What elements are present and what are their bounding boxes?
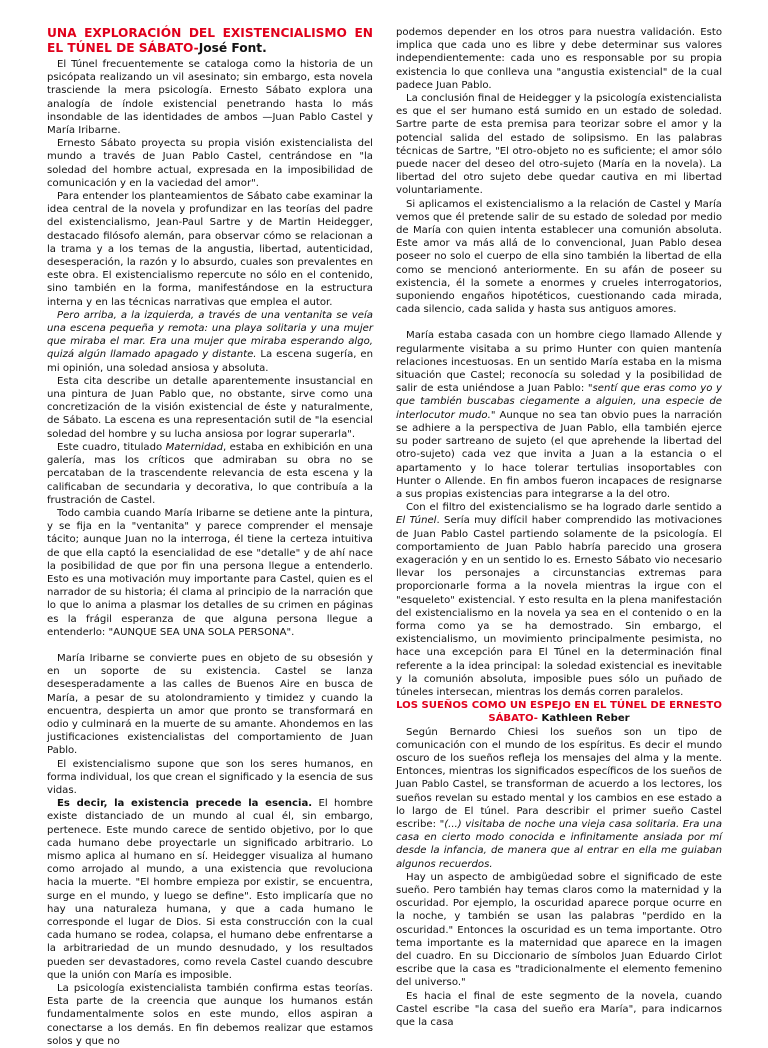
- paragraph-text: El existencialismo supone que son los seres humanos, en forma individual, los que crean el significado y la esencia de sus vidas.: [47, 758, 373, 796]
- second-article-title-text: LOS SUEÑOS COMO UN ESPEJO EN EL TÚNEL DE ERNESTO SÁBATO-: [396, 700, 722, 725]
- paragraph: [47, 190, 373, 309]
- paragraph-text: Hay un aspecto de ambigüedad sobre el significado de este sueño. Pero también hay temas claros como la maternidad y la oscuridad. Por ejemplo, la oscuridad aparece porque ocurre en la noche, y también se usan las palabras "perdido en la oscuridad." Entonces la oscuridad es un tema importante. Otro tema importante es la maternidad que aparece en la imagen del cuadro. En su Diccionario de símbolos Juan Eduardo Cirlot escribe que la casa es "tradicionalmente el elemento femenino del universo.": [396, 871, 722, 989]
- paragraph: [47, 982, 373, 1048]
- paragraph: [47, 309, 373, 375]
- paragraph: [396, 329, 722, 501]
- right-paragraphs: [396, 26, 722, 699]
- bold-phrase: Es decir, la existencia precede la esencia.: [57, 798, 313, 810]
- second-article-paragraphs: [396, 726, 722, 1030]
- second-article-title: [396, 699, 722, 725]
- paragraph-text: El Túnel frecuentemente se cataloga como la historia de un psicópata realizando un vil asesinato; sin embargo, esta novela trasciende la mera psicología. Ernesto Sábato explora una analogía de índole existencial penetrando hasta lo más insondable de las identidades de ambos —Juan Pablo Castel y María Iribarne.: [47, 59, 373, 137]
- left-paragraphs: [47, 58, 373, 1048]
- paragraph: [396, 871, 722, 990]
- paragraph: [47, 441, 373, 507]
- paragraph-text: Si aplicamos el existencialismo a la relación de Castel y María vemos que él pretende salir de su estado de soledad por medio de María con quien intenta establecer una comunión absoluta. Este amor va más allá de lo convencional, Juan Pablo desea poseer no solo el cuerpo de ella sino también la libertad de ella como se mencionó anteriormente. En su afán de poseer su existencia, él la somete a enormes y crueles interrogatorios, suponiendo engaños hipotéticos, cuestionando cada mirada, cada silencio, cada salida y hasta sus antiguos amores.: [396, 198, 722, 316]
- quotation: Maternidad: [165, 441, 223, 453]
- paragraph: [396, 726, 722, 871]
- paragraph-text: Según Bernardo Chiesi los sueños son un tipo de comunicación con el mundo de los espíritus. Es decir el mundo oscuro de los sueños refleja los mensajes del alma y la mente. Entonces, mientras los significados específicos de los sueños de Juan Pablo Castel, se transforman de acuerdo a los lectores, los sueños revelan su estado mental y los cambios en ese estado a lo largo de El túnel. Para describir el primer sueño Castel escribe:: [396, 726, 722, 830]
- paragraph: [396, 501, 722, 699]
- paragraph-text: Para entender los planteamientos de Sábato cabe examinar la idea central de la novela y profundizar en las teorías del padre del existencialismo, Jean-Paul Sartre y de Martin Heidegger, destacado filósofo alemán, para observar cómo se relacionan a la trama y a los temas de la angustia, libertad, autenticidad, desesperación, la razón y lo absurdo, cuales son prevalentes en este obra. El existencialismo repercute no sólo en el contenido, sino también en la forma, manifestándose en la estructura interna y en las técnicas narrativas que emplea el autor.: [47, 191, 373, 308]
- paragraph: [396, 990, 722, 1030]
- quotation: El Túnel: [396, 515, 437, 527]
- paragraph-text: La psicología existencialista también confirma estas teorías. Esta parte de la creencia que aunque los humanos están fundamentalmente solos en este mundo, ellos aspiran a conectarse a los demás. En fin debemos realizar que estamos solos y que no: [47, 983, 373, 1047]
- quotation: "sentí que eras como yo y que también buscabas ciegamente a alguien, una especie de interlocutor mudo.: [396, 383, 722, 421]
- paragraph: [47, 58, 373, 137]
- second-article-author: Kathleen Reber: [537, 713, 630, 725]
- paragraph-text: podemos depender en los otros para nuestra validación. Esto implica que cada uno es libre y debe determinar sus valores independientemente: cada uno es responsable por su propia existencia lo que conlleva una "angustia existencial" de la cual padece Juan Pablo.: [396, 27, 722, 91]
- left-column: [47, 26, 373, 1048]
- article-title: [47, 26, 373, 55]
- quotation: "(...) visitaba de noche una vieja casa solitaria. Era una casa en cierto modo conocida e infinitamente ansiada por mí desde la infancia, de manera que al entrar en ella me guiaban algunos recuerdos.: [396, 818, 723, 870]
- paragraph-text: Ernesto Sábato proyecta su propia visión existencialista del mundo a través de Juan Pablo Castel, centrándose en "la soledad del hombre actual, expresada en la imposibilidad de comunicación y en la vaciedad del amor".: [47, 138, 373, 189]
- paragraph: [47, 797, 373, 982]
- paragraph-text: Todo cambia cuando María Iribarne se detiene ante la pintura, y se fija en la "ventanita" y parece comprender el mensaje tácito; aunque Juan no la interroga, él tiene la certeza intuitiva de que ella captó la esencialidad de ese "detalle" y de ahí nace la posibilidad de que por fin una persona llegue a entenderlo. Esto es una motivación muy importante para Castel, quien es el narrador de su historia; él clama al principio de la narración que lo que lo anima a plasmar los detalles de su crimen en páginas es la frágil esperanza de que alguna persona llegue a entenderlo: "AUNQUE SEA UNA SOLA PERSONA".: [47, 507, 373, 638]
- paragraph-text: La conclusión final de Heidegger y la psicología existencialista es que el ser humano está sumido en un estado de soledad. Sartre parte de esta premisa para teorizar sobre el amor y la potencial salida del estado de solipsismo. En las palabras técnicas de Sartre, "El otro-objeto no es suficiente; el amor sólo puede nacer del deseo del otro-sujeto (María en la novela). La libertad del otro sujeto debe quedar cautiva en mi libertad voluntariamente.: [396, 93, 722, 197]
- paragraph-text: Con el filtro del existencialismo se ha logrado darle sentido a: [406, 502, 722, 514]
- paragraph: [396, 26, 722, 92]
- paragraph: [396, 198, 722, 317]
- paragraph-text: María Iribarne se convierte pues en objeto de su obsesión y en un soporte de su existencia. Castel se lanza desesperadamente a las calles de Buenos Aire en busca de María, a pesar de su atolondramiento y timidez y cuando la encuentra, despierta un amor que pronto se transformará en odio y culminará en la muerte de su amante. Ahondemos en las justificaciones existencialistas del comportamiento de Juan Pablo.: [47, 652, 373, 757]
- paragraph-text: . Sería muy difícil haber comprendido las motivaciones de Juan Pablo Castel partiendo solamente de la psicología. El comportamiento de Juan Pablo habría parecido una grosera exageración y en un sentido lo es. Ernesto Sábato vio necesario llevar los personajes a circunstancias extremas para proporcionarle forma a la novela mientras la irgue con el "esqueleto" existencial. Y esto resulta en la plena manifestación del existencialismo en la novela ya sea en el contenido o en la forma como ya se ha demostrado. Sin embargo, el existencialismo, un movimiento principalmente pesimista, no hace una excepción para El Túnel en la determinación final referente a la idea principal: la soledad existencial es inevitable y la comunión absoluta, imposible pues sólo un puñado de túneles intersecan, mientras los demás corren paralelos.: [396, 515, 722, 698]
- paragraph-text: María estaba casada con un hombre ciego llamado Allende y regularmente visitaba a su primo Hunter con quien mantenía relaciones incestuosas. En un sentido María estaba en la misma situación que Castel; reconocía su soledad y la posibilidad de salir de esta uniéndose a Juan Pablo:: [396, 330, 722, 395]
- article-author: José Font.: [198, 40, 267, 55]
- paragraph: [396, 92, 722, 198]
- article-title-text: UNA EXPLORACIÓN DEL EXISTENCIALISMO EN EL TÚNEL DE SÁBATO-: [47, 26, 373, 55]
- paragraph: [47, 652, 373, 758]
- paragraph-text: " Aunque no sea tan obvio pues la narración se adhiere a la perspectiva de Juan Pablo, ella también ejerce su poder sartreano de sujeto (el que aprehende la libertad del otro-sujeto) cada vez que invita a Juan a la estancia o el apartamento y lo hace tolerar tertulias insoportables con Hunter o Allende. En fin ambos fueron incapaces de resignarse a sus propias existencias para integrarse a la del otro.: [396, 409, 722, 500]
- paragraph-text: El hombre existe distanciado de un mundo al cual él, sin embargo, pertenece. Este mundo carece de sentido objetivo, por lo que cada humano debe proyectarle un significado arbitrario. Lo mismo aplica al humano en sí. Heidegger visualiza al humano como arrojado al mundo, a una existencia que revoluciona hacia la muerte. "El hombre empieza por existir, se encuentra, surge en el mundo, y luego se define". Esto implicaría que no hay una naturaleza humana, y que a cada humano le corresponde el lugar de Dios. Si esta construcción con la cual cada humano se rodea, colapsa, el humano debe enfrentarse a la arbitrariedad de un mundo desnudado, y los resultados pueden ser devastadores, como revela Castel cuando descubre que la unión con María es imposible.: [47, 798, 373, 981]
- paragraph-text: Este cuadro, titulado: [57, 441, 166, 453]
- right-column: [396, 26, 722, 1029]
- paragraph-text: , estaba en exhibición en una galería, mas los críticos que admiraban su obra no se percataban de la trascendente relevancia de esta escena y la calificaban de secundaria y decorativa, lo que contribuía a la frustración de Castel.: [47, 441, 373, 506]
- paragraph: [47, 758, 373, 798]
- paragraph-text: La escena sugería, en mi opinión, una soledad ansiosa y absoluta.: [47, 349, 373, 374]
- quotation: Pero arriba, a la izquierda, a través de una ventanita se veía una escena pequeña y remota: una playa solitaria y una mujer que miraba el mar. Era una mujer que miraba esperando algo, quizá algún llamado apagado y distante.: [47, 309, 373, 361]
- paragraph: [47, 507, 373, 639]
- paragraph-text: Esta cita describe un detalle aparentemente insustancial en una pintura de Juan Pablo que, no obstante, sirve como una concretización de la visión existencial de éste y naturalmente, de Sábato. La escena es una representación sutil de "la esencial soledad del hombre y su lucha ansiosa por lograr superarla".: [47, 375, 373, 440]
- paragraph: [47, 375, 373, 441]
- paragraph-text: Es hacia el final de este segmento de la novela, cuando Castel escribe "la casa del sueño era María", para indicarnos que la casa: [396, 990, 722, 1029]
- paragraph: [47, 137, 373, 190]
